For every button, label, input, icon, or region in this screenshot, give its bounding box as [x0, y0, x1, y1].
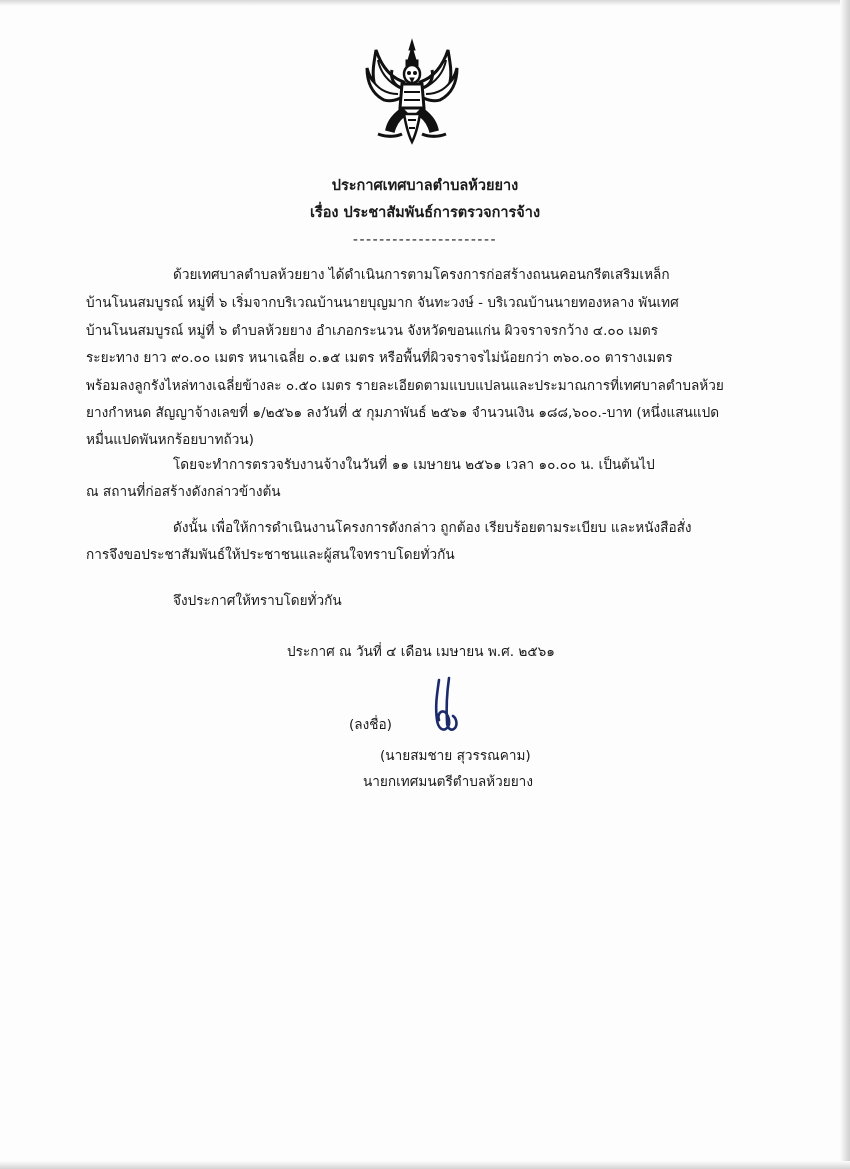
announcement-title: ประกาศเทศบาลตำบลห้วยยาง — [331, 178, 519, 194]
paragraph-3-line-1: ดังนั้น เพื่อให้การดำเนินงานโครงการดังกล่าว ถูกต้อง เรียบร้อยตามระเบียบ และหนังสือสั่ง — [173, 520, 692, 536]
paragraph-2-line-2: ณ สถานที่ก่อสร้างดังกล่าวข้างต้น — [86, 484, 281, 500]
paragraph-3-line-2: การจึงขอประชาสัมพันธ์ให้ประชาชนและผู้สนใจทราบโดยทั่วกัน — [86, 547, 455, 563]
paragraph-1-line-3: บ้านโนนสมบูรณ์ หมู่ที่ ๖ ตำบลห้วยยาง อำเภอกระนวน จังหวัดขอนแก่น ผิวจราจรกว้าง ๔.๐๐ เมตร — [86, 323, 659, 339]
paragraph-1-line-4: ระยะทาง ยาว ๙๐.๐๐ เมตร หนาเฉลี่ย ๐.๑๕ เมตร หรือพื้นที่ผิวจราจรไม่น้อยกว่า ๓๖๐.๐๐ ตารางเมตร — [86, 350, 673, 366]
scan-edge-top — [0, 0, 850, 6]
signer-name: (นายสมชาย สุวรรณคาม) — [380, 748, 531, 764]
closing-statement: จึงประกาศให้ทราบโดยทั่วกัน — [173, 593, 342, 609]
paragraph-1-line-1: ด้วยเทศบาลตำบลห้วยยาง ได้ดำเนินการตามโครงการก่อสร้างถนนคอนกรีตเสริมเหล็ก — [173, 267, 670, 283]
signer-position: นายกเทศมนตรีตำบลห้วยยาง — [363, 774, 533, 790]
paragraph-1-line-7: หมื่นแปดพันหกร้อยบาทถ้วน) — [86, 432, 254, 448]
paragraph-1-line-6: ยางกำหนด สัญญาจ้างเลขที่ ๑/๒๕๖๑ ลงวันที่ ๕ กุมภาพันธ์ ๒๕๖๑ จำนวนเงิน ๑๘๘,๖๐๐.-บาท (หนึ่งแสนแปด — [86, 405, 720, 421]
handwritten-signature — [425, 676, 465, 738]
scan-edge-bottom — [0, 1161, 850, 1169]
title-divider: ---------------------- — [352, 232, 498, 248]
paragraph-1-line-5: พร้อมลงลูกรังไหล่ทางเฉลี่ยข้างละ ๐.๕๐ เมตร รายละเอียดตามแบบแปลนและประมาณการที่เทศบาลตำบลห้วย — [86, 378, 724, 394]
paragraph-2-line-1: โดยจะทำการตรวจรับงานจ้างในวันที่ ๑๑ เมษายน ๒๕๖๑ เวลา ๑๐.๐๐ น. เป็นต้นไป — [173, 457, 655, 473]
announcement-subject: เรื่อง ประชาสัมพันธ์การตรวจการจ้าง — [309, 205, 541, 221]
paragraph-1-line-2: บ้านโนนสมบูรณ์ หมู่ที่ ๖ เริ่มจากบริเวณบ้านนายบุญมาก จันทะวงษ์ - บริเวณบ้านนายทองหลาง พันเทศ — [86, 295, 679, 311]
announcement-date: ประกาศ ณ วันที่ ๔ เดือน เมษายน พ.ศ. ๒๕๖๑ — [287, 644, 555, 660]
signature-label: (ลงชื่อ) — [349, 717, 392, 733]
garuda-emblem-icon — [364, 38, 460, 148]
